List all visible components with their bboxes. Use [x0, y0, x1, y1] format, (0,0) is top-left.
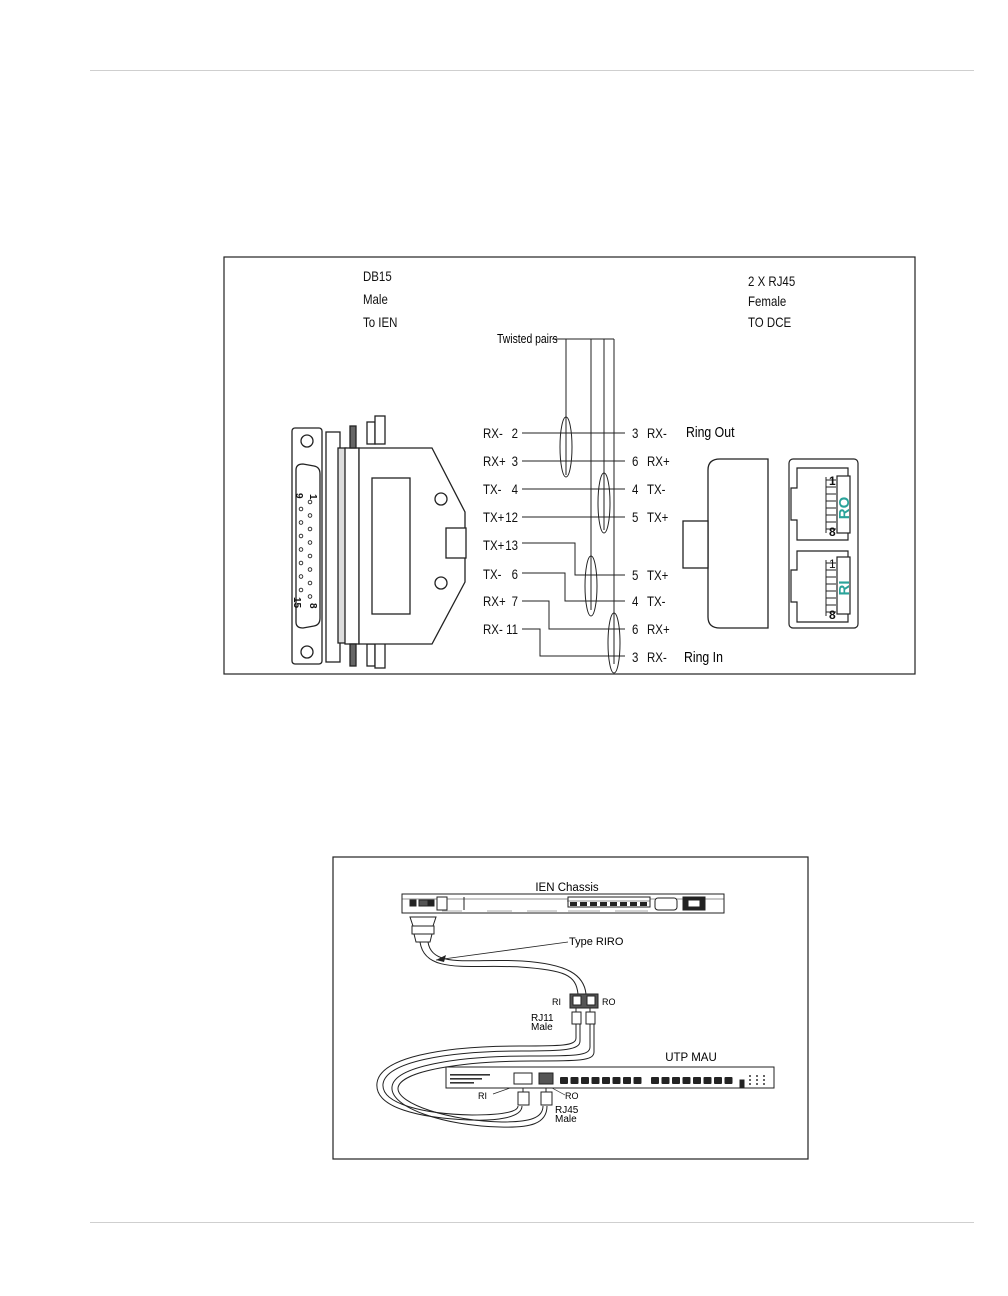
left-pin-number: 2 — [511, 424, 518, 442]
rj45-plugs — [518, 1088, 552, 1105]
svg-text:2 X RJ45: 2 X RJ45 — [748, 272, 796, 290]
mau-panel-print — [450, 1074, 490, 1076]
mau-port — [592, 1077, 600, 1084]
svg-text:8: 8 — [307, 603, 318, 609]
chassis-port — [640, 902, 647, 906]
db15-pin-hole — [308, 554, 312, 558]
ring-in-label: Ring In — [684, 648, 723, 666]
left-pin-signal: TX+ — [483, 536, 505, 554]
ri-top-label: RI — [552, 997, 561, 1007]
left-pin-signal: RX- — [483, 620, 503, 638]
db15-pin-hole — [308, 581, 312, 585]
svg-text:15: 15 — [291, 597, 302, 609]
chassis-port — [630, 902, 637, 906]
cabling-diagram — [0, 840, 1008, 1240]
mau-led — [749, 1079, 751, 1081]
rj45-male-label: Male — [555, 1114, 577, 1125]
mau-port — [683, 1077, 691, 1084]
svg-text:RI: RI — [836, 580, 853, 596]
db15-pin-hole — [308, 541, 312, 545]
mau-port — [651, 1077, 659, 1084]
rj11-label: RJ11 — [531, 1013, 554, 1024]
mau-port — [623, 1077, 631, 1084]
mau-led — [749, 1075, 751, 1077]
rj45-label — [748, 273, 795, 330]
left-pin-number: 3 — [511, 452, 518, 470]
chassis-port — [620, 902, 627, 906]
svg-text:TO DCE: TO DCE — [748, 313, 792, 331]
svg-text:9: 9 — [293, 493, 304, 499]
ro-bottom-label: RO — [565, 1091, 579, 1101]
db15-pin-hole — [308, 595, 312, 599]
chassis-label: IEN Chassis — [535, 882, 599, 894]
mau-port — [693, 1077, 701, 1084]
mau-led — [756, 1079, 758, 1081]
db15-pin-hole — [308, 568, 312, 572]
right-pin-number: 6 — [632, 452, 639, 470]
right-pin-number: 6 — [632, 620, 639, 638]
left-pin-number: 4 — [511, 480, 518, 498]
db15-pin-hole — [308, 527, 312, 531]
left-pin-number: 11 — [506, 620, 518, 638]
right-pin-signal: TX+ — [647, 508, 669, 526]
mau-port — [571, 1077, 579, 1084]
right-pin-number: 4 — [632, 592, 639, 610]
riro-splitter — [570, 994, 598, 1024]
svg-text:8: 8 — [829, 525, 836, 539]
right-pin-number: 5 — [632, 508, 639, 526]
left-pin-number: 13 — [505, 536, 518, 554]
svg-text:Male: Male — [363, 290, 388, 308]
mau-port — [560, 1077, 568, 1084]
svg-text:RO: RO — [836, 496, 853, 520]
ring-out-label: Ring Out — [686, 423, 735, 441]
db15-pin-hole — [308, 514, 312, 518]
left-pin-number: 7 — [511, 592, 518, 610]
ro-top-label: RO — [602, 997, 616, 1007]
mau-led — [763, 1083, 765, 1085]
left-pin-signal: RX+ — [483, 592, 506, 610]
chassis-port — [590, 902, 597, 906]
right-pin-number: 5 — [632, 566, 639, 584]
svg-text:DB15: DB15 — [363, 267, 392, 285]
mau-port — [714, 1077, 722, 1084]
chassis-db15-plug — [410, 917, 436, 942]
wiring — [522, 339, 625, 673]
left-pin-signal: RX- — [483, 424, 503, 442]
ien-chassis — [402, 894, 724, 913]
right-pin-signal: TX+ — [647, 566, 669, 584]
right-pin-signal: TX- — [647, 592, 666, 610]
left-pin-signal: TX- — [483, 480, 502, 498]
svg-text:8: 8 — [829, 608, 836, 622]
right-pin-signal: RX- — [647, 648, 667, 666]
db15-pin-hole — [299, 548, 303, 552]
right-pin-signal: RX+ — [647, 452, 670, 470]
mau-port — [704, 1077, 712, 1084]
right-pin-number: 3 — [632, 648, 639, 666]
mau-port — [581, 1077, 589, 1084]
db15-pin-hole — [299, 534, 303, 538]
db15-connector — [292, 416, 466, 668]
left-pin-number: 6 — [511, 565, 518, 583]
rj45-adapter-housing — [683, 459, 768, 628]
right-pin-number: 3 — [632, 424, 639, 442]
rj45-jacks — [789, 459, 858, 628]
mau-led — [763, 1079, 765, 1081]
mau-led — [756, 1083, 758, 1085]
db15-pin-hole — [299, 507, 303, 511]
mau-panel-print — [450, 1078, 482, 1080]
mau-port — [602, 1077, 610, 1084]
db15-pin-hole — [299, 575, 303, 579]
right-pin-signal: TX- — [647, 480, 666, 498]
chassis-port — [570, 902, 577, 906]
left-pin-signal: RX+ — [483, 452, 506, 470]
cable-label: Type RIRO — [569, 936, 624, 948]
mau-led — [763, 1075, 765, 1077]
riro-cable — [420, 942, 586, 994]
mau-port — [672, 1077, 680, 1084]
mau-port — [725, 1077, 733, 1084]
mau-led — [749, 1083, 751, 1085]
db15-pin-hole — [299, 588, 303, 592]
svg-text:1: 1 — [307, 494, 318, 500]
db15-pin-hole — [299, 561, 303, 565]
svg-text:1: 1 — [829, 557, 836, 571]
db15-pin-hole — [299, 521, 303, 525]
mau-panel-print — [450, 1082, 474, 1084]
chassis-port — [610, 902, 617, 906]
svg-text:Female: Female — [748, 292, 787, 310]
ri-bottom-label: RI — [478, 1091, 487, 1101]
right-pin-signal: RX- — [647, 424, 667, 442]
rj45-label: RJ45 — [555, 1105, 579, 1116]
rj11-male-label: Male — [531, 1022, 553, 1033]
chassis-port — [600, 902, 607, 906]
mau-label: UTP MAU — [665, 1052, 717, 1064]
cable-leader-line — [436, 942, 568, 960]
twisted-pairs-label: Twisted pairs — [497, 331, 558, 347]
mau-port — [634, 1077, 642, 1084]
db15-label — [363, 268, 397, 330]
svg-text:1: 1 — [829, 474, 836, 488]
left-pin-signal: TX- — [483, 565, 502, 583]
right-pin-number: 4 — [632, 480, 639, 498]
db15-pin-hole — [308, 500, 312, 504]
right-pin-signal: RX+ — [647, 620, 670, 638]
left-pin-signal: TX+ — [483, 508, 505, 526]
mau-led — [756, 1075, 758, 1077]
mau-port — [613, 1077, 621, 1084]
mau-port — [662, 1077, 670, 1084]
left-pin-number: 12 — [505, 508, 518, 526]
chassis-port — [580, 902, 587, 906]
svg-text:To IEN: To IEN — [363, 313, 398, 331]
